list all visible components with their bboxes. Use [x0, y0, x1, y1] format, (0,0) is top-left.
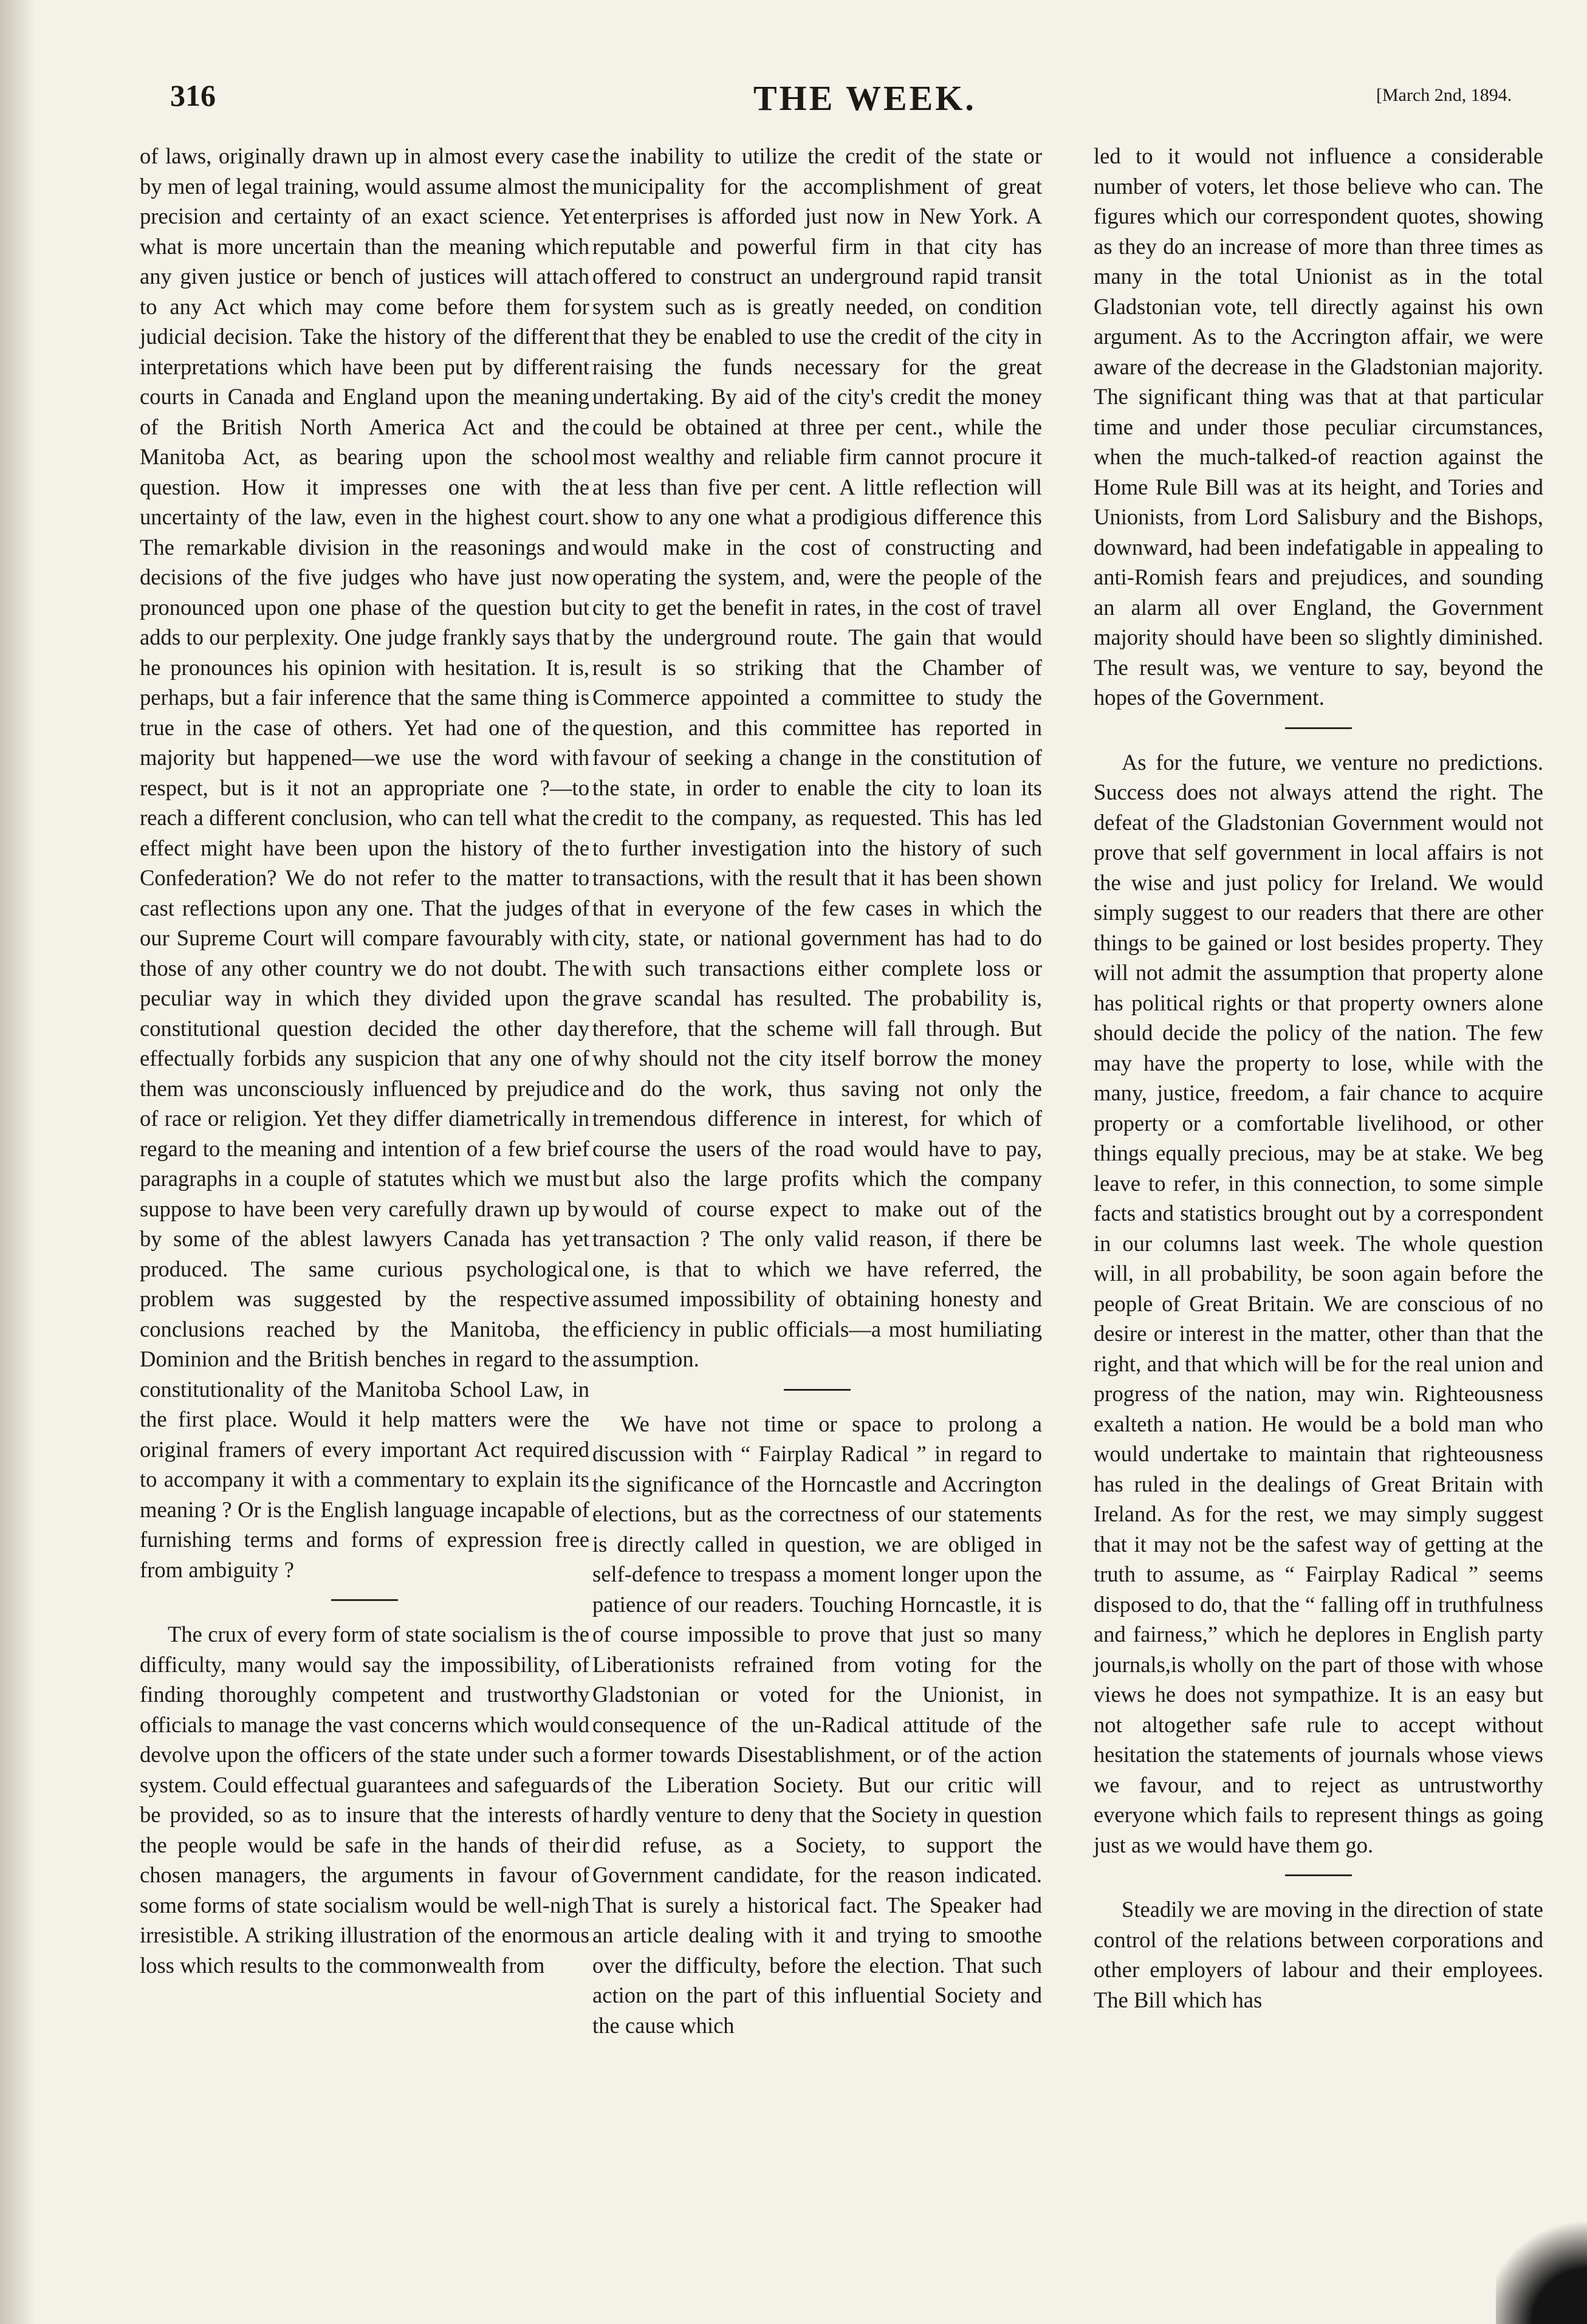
column-right: [1094, 141, 1543, 2015]
page-header: [0, 78, 1587, 126]
section-divider: [331, 1599, 398, 1601]
section-divider: [1285, 1874, 1352, 1876]
column-middle: [592, 141, 1042, 2040]
paragraph-accrington: led to it would not influence a considerable number of voters, let those believe who can. The figures which our correspondent quotes, showing as they do an increase of more than three times as many in the total Unionist as in the total Gladstonian vote, tell directly against his own argument. As to the Accrington affair, we were aware of the decrease in the Gladstonian majority. The significant thing was that at that particular time and under those peculiar circumstances, when the much-talked-of reaction against the Home Rule Bill was at its height, and Tories and Unionists, from Lord Salisbury and the Bishops, downward, had been indefatigable in appealing to anti-Romish fears and prejudices, and sounding an alarm all over England, the Government majority should have been so slightly diminished. The result was, we venture to say, beyond the hopes of the Government.: [1094, 143, 1543, 710]
publication-title: THE WEEK.: [753, 78, 976, 118]
paragraph-state-socialism: The crux of every form of state socialism is the difficulty, many would say the impossibility, of finding thoroughly competent and trustworthy officials to manage the vast concerns which would devolve upon the officers of the state under such a system. Could effectual guarantees and safeguards be provided, so as to insure that the interests of the people would be safe in the hands of their chosen managers, the arguments in favour of some forms of state socialism would be well-nigh irresistible. A striking illustration of the enormous loss which results to the commonwealth from: [140, 1622, 589, 1978]
issue-date: [March 2nd, 1894.: [1376, 85, 1512, 105]
page-number: 316: [170, 78, 216, 112]
paragraph-laws-continued: of laws, originally drawn up in almost every case by men of legal training, would assume almost the precision and certainty of an exact science. Yet what is more uncertain than the meaning which any given justice or bench of justices will attach to any Act which may come before them for judicial decision. Take the history of the different interpretations which have been put by different courts in Canada and England upon the meaning of the British North America Act and the Manitoba Act, as bearing upon the school question. How it impresses one with the uncertainty of the law, even in the highest court. The remarkable division in the reasonings and decisions of the five judges who have just now pronounced upon one phase of the question but adds to our perplexity. One judge frankly says that he pronounces his opinion with hesitation. It is, perhaps, but a fair inference that the same thing is true in the case of others. Yet had one of the majority but happened—we use the word with respect, but is it not an appropriate one ?—to reach a different conclusion, who can tell what the effect might have been upon the history of the Confederation? We do not refer to the matter to cast reflections upon any one. That the judges of our Supreme Court will compare favourably with those of any other country we do not doubt. The peculiar way in which they divided upon the constitutional question decided the other day effectually forbids any suspicion that any one of them was unconsciously influenced by prejudice of race or religion. Yet they differ diametrically in regard to the meaning and intention of a few brief paragraphs in a couple of statutes which we must suppose to have been very carefully drawn up by by some of the ablest lawyers Canada has yet produced. The same curious psychological problem was suggested by the respective conclusions reached by the Manitoba, the Dominion and the British benches in regard to the constitutionality of the Manitoba School Law, in the first place. Would it help matters were the original framers of every important Act required to accompany it with a commentary to explain its meaning ? Or is the English language incapable of furnishing terms and forms of expression free from ambiguity ?: [140, 143, 589, 1582]
scan-edge-shadow: [0, 0, 36, 2324]
paragraph-future: As for the future, we venture no predictions. Success does not always attend the right. The defeat of the Gladstonian Government would not prove that self government in local affairs is not the wise and just policy for Ireland. We would simply suggest to our readers that there are other things to be gained or lost besides property. They will not admit the assumption that property alone has political rights or that property owners alone should decide the policy of the nation. The few may have the property to lose, while with the many, justice, freedom, a fair chance to acquire property or a comfortable livelihood, or other things equally precious, may be at stake. We beg leave to refer, in this connection, to some simple facts and statistics brought out by a correspondent in our columns last week. The whole question will, in all probability, be soon again before the people of Great Britain. We are conscious of no desire or interest in the matter, other than that the right, and that which will be for the real union and progress of the nation, may win. Righteousness exalteth a nation. He would be a bold man who would undertake to maintain that righteousness has ruled in the dealings of Great Britain with Ireland. As for the rest, we may simply suggest that it may not be the safest way of getting at the truth to assume, as “ Fairplay Radical ” seems disposed to do, that the “ falling off in truthfulness and fairness,” which he deplores in English party journals,is wholly on the part of those with whose views he does not sympathize. It is an easy but not altogether safe rule to accept without hesitation the statements of journals whose views we favour, and to reject as untrustworthy everyone which fails to represent things as going just as we would have them go.: [1094, 749, 1543, 1857]
paragraph-new-york-transit: the inability to utilize the credit of the state or municipality for the accomplishment of great enterprises is afforded just now in New York. A reputable and powerful firm in that city has offered to construct an underground rapid transit system such as is greatly needed, on condition that they be enabled to use the credit of the city in raising the funds necessary for the great undertaking. By aid of the city's credit the money could be obtained at three per cent., while the most wealthy and reliable firm cannot procure it at less than five per cent. A little reflection will show to any one what a prodigious difference this would make in the cost of constructing and operating the system, and, were the people of the city to get the benefit in rates, in the cost of travel by the underground route. The gain that would result is so striking that the Chamber of Commerce appointed a committee to study the question, and this committee has reported in favour of seeking a change in the constitution of the state, in order to enable the city to loan its credit to the company, as requested. This has led to further investigation into the history of such transactions, with the result that it has been shown that in everyone of the few cases in which the city, state, or national government has had to do with such transactions either complete loss or grave scandal has resulted. The probability is, therefore, that the scheme will fall through. But why should not the city itself borrow the money and do the work, thus saving not only the tremendous difference in interest, for which of course the users of the road would have to pay, but also the large profits which the company would of course expect to make out of the transaction ? The only valid reason, if there be one, is that to which we have referred, the assumed impossibility of obtaining honesty and efficiency in public officials—a most humiliating assumption.: [592, 143, 1042, 1371]
scan-corner-shadow: [1496, 2221, 1587, 2324]
paragraph-fairplay-radical: We have not time or space to prolong a discussion with “ Fairplay Radical ” in regard to the significance of the Horncastle and Accrington elections, but as the correctness of our statements is directly called in question, we are obliged in self-defence to trespass a moment longer upon the patience of our readers. Touching Horncastle, it is of course impossible to prove that just so many Liberationists refrained from voting for the Gladstonian or voted for the Unionist, in consequence of the un-Radical attitude of the former towards Disestablishment, or of the action of the Liberation Society. But our critic will hardly venture to deny that the Society in question did refuse, as a Society, to support the Government candidate, for the reason indicated. That is surely a historical fact. The Speaker had an article dealing with it and trying to smoothe over the difficulty, before the election. That such action on the part of this influential Society and the cause which: [592, 1411, 1042, 2038]
paragraph-state-control: Steadily we are moving in the direction of state control of the relations between corporations and other employers of labour and their employees. The Bill which has: [1094, 1897, 1543, 2012]
section-divider: [784, 1389, 851, 1391]
column-left: [140, 141, 589, 1980]
section-divider: [1285, 727, 1352, 729]
